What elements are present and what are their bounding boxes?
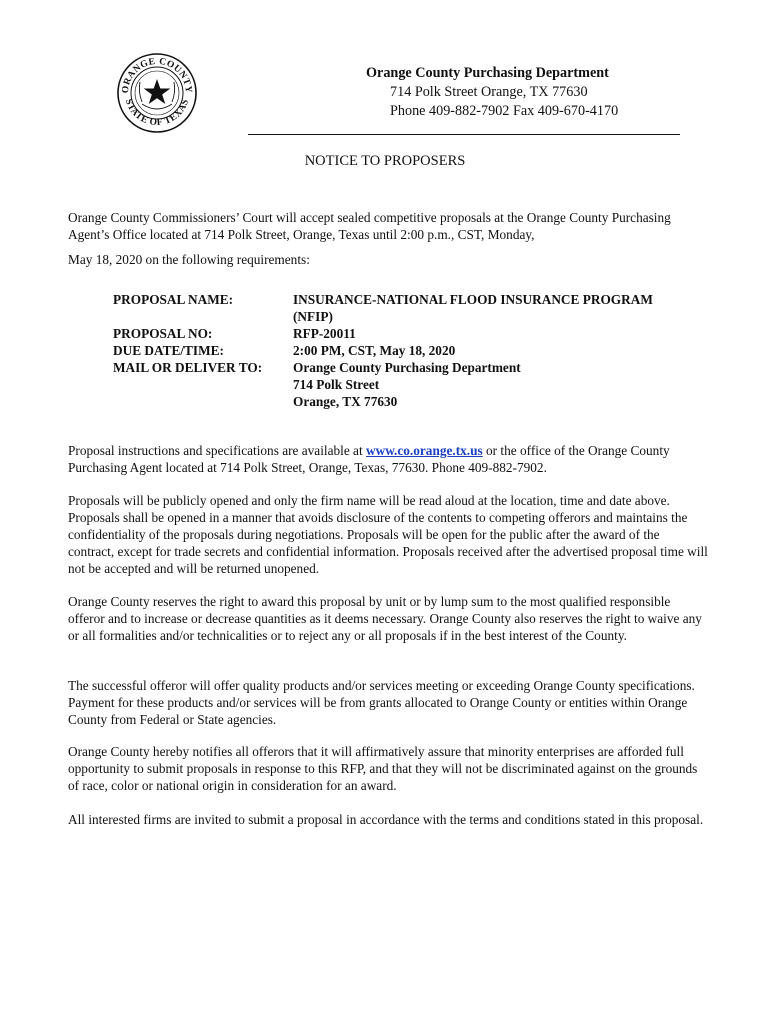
instructions-text-after: or the office of the Orange County Purchasing Agent located at 714 Polk Street, Orange, Texas, 77630. Phone 409-882-7902. — [68, 443, 670, 475]
county-seal-logo — [116, 52, 198, 134]
invite-paragraph: All interested firms are invited to submit a proposal in accordance with the terms and conditions stated in this proposal. — [68, 812, 704, 827]
mail-deliver-value — [293, 359, 521, 410]
seal-top-text: ORANGE COUNTY — [120, 56, 194, 94]
mail-deliver-line-1: Orange County Purchasing Department — [293, 360, 521, 375]
minority-paragraph: Orange County hereby notifies all offerors that it will affirmatively assure that minority enterprises are afforded full opportunity to submit proposals in response to this RFP, and that they will not be discriminated against on the grounds of race, color or national origin in consideration for an award. — [68, 744, 698, 793]
proposal-no-label: PROPOSAL NO: — [113, 326, 213, 341]
instructions-text-before: Proposal instructions and specifications are available at — [68, 443, 366, 458]
intro-line-2: Agent’s Office located at 714 Polk Street, Orange, Texas until 2:00 p.m., CST, Monday, — [68, 227, 535, 242]
department-phone-fax: Phone 409-882-7902 Fax 409-670-4170 — [390, 103, 619, 119]
proposal-name-value-line-1: INSURANCE-NATIONAL FLOOD INSURANCE PROGRAM — [293, 292, 653, 307]
requirements-block — [113, 291, 653, 410]
mail-deliver-line-3: Orange, TX 77630 — [293, 394, 398, 409]
mail-deliver-line-2: 714 Polk Street — [293, 377, 380, 392]
seal-bottom-text: STATE OF TEXAS — [122, 97, 192, 129]
intro-paragraph — [68, 209, 708, 243]
opening-paragraph: Proposals will be publicly opened and only the firm name will be read aloud at the location, time and date above. Proposals shall be opened in a manner that avoids disclosure of the contents to competing offerors and maintains the confidentiality of the proposals during negotiations. Proposals will be open for the public after the award of the contract, except for trade secrets and confidential information. Proposals received after the advertised proposal time will not be accepted and will be returned unopened. — [68, 493, 708, 576]
due-date-value: 2:00 PM, CST, May 18, 2020 — [293, 343, 456, 358]
department-name: Orange County Purchasing Department — [366, 65, 609, 81]
rights-paragraph: Orange County reserves the right to award this proposal by unit or by lump sum to the most qualified responsible offeror and to increase or decrease quantities as it deems necessary. Orange County also reserves the right to waive any or all formalities and/or technicalities or to reject any or all proposals if in the best interest of the County. — [68, 594, 702, 643]
proposal-name-value — [293, 291, 653, 325]
quality-paragraph: The successful offeror will offer quality products and/or services meeting or exceeding Orange County specifications. Payment for these products and/or services will be from grants allocated to Orange County or entities within Orange County from Federal or State agencies. — [68, 678, 695, 727]
department-address: 714 Polk Street Orange, TX 77630 — [390, 84, 588, 100]
mail-deliver-label: MAIL OR DELIVER TO: — [113, 360, 263, 375]
page-title: NOTICE TO PROPOSERS — [304, 153, 466, 169]
proposal-name-value-line-2: (NFIP) — [293, 309, 333, 324]
proposal-name-label: PROPOSAL NAME: — [113, 292, 234, 307]
county-website-link[interactable]: www.co.orange.tx.us — [365, 443, 483, 458]
header-divider — [248, 134, 680, 135]
letterhead — [366, 64, 618, 121]
intro-line-1: Orange County Commissioners’ Court will accept sealed competitive proposals at the Orange County Purchasing — [68, 210, 671, 225]
proposal-no-value: RFP-20011 — [293, 326, 356, 341]
intro-line-3: May 18, 2020 on the following requirements: — [68, 252, 310, 267]
instructions-paragraph — [68, 442, 708, 476]
due-date-label: DUE DATE/TIME: — [113, 343, 224, 358]
